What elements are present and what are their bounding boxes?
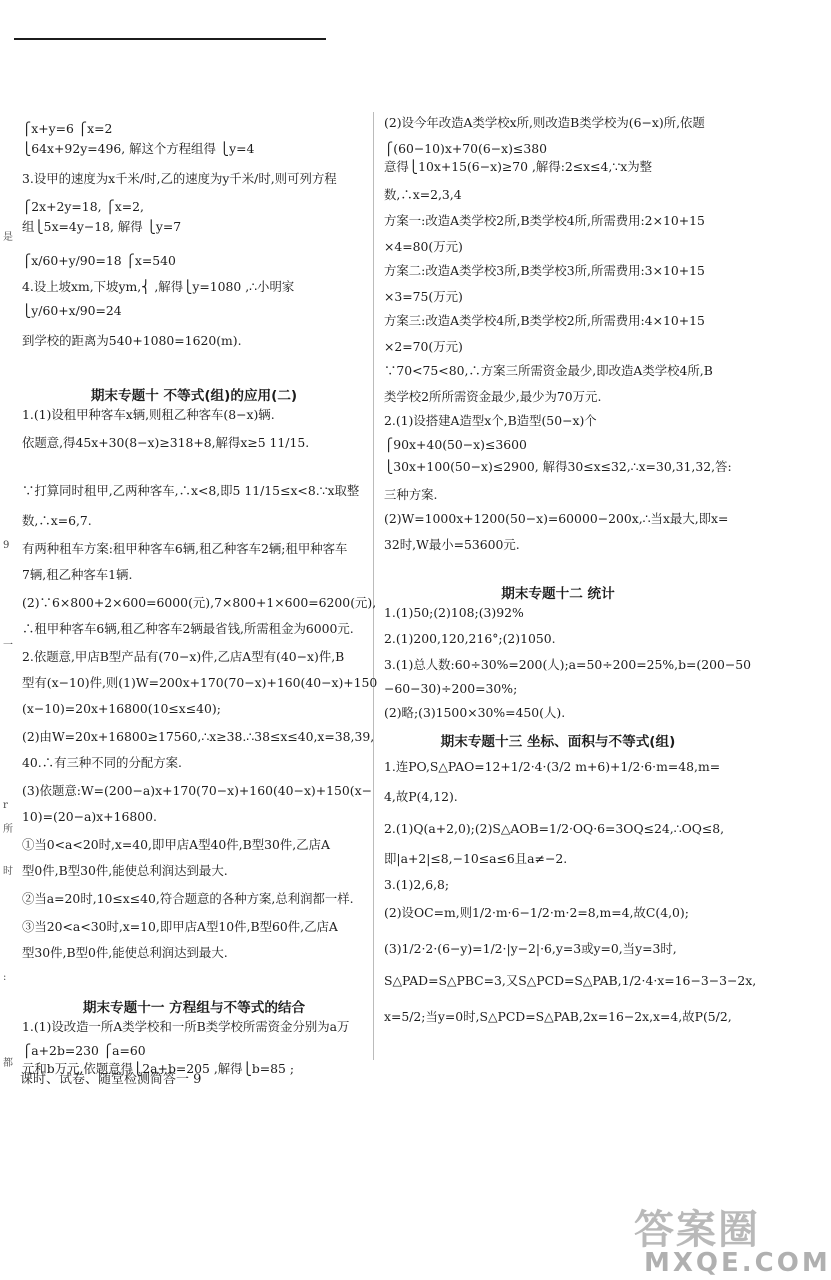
margin-mark: 都 <box>3 1058 13 1069</box>
text-line: 三种方案. <box>384 487 438 502</box>
text-line: (3)1/2·2·(6−y)=1/2·|y−2|·6,y=3或y=0,当y=3时, <box>384 941 677 956</box>
text-line: (2)由W=20x+16800≥17560,∴x≥38.∴38≤x≤40,x=38,39, <box>22 729 375 744</box>
text-line: ×3=75(万元) <box>384 289 463 304</box>
text-line: ∴租甲种客车6辆,租乙种客车2辆最省钱,所需租金为6000元. <box>22 621 354 636</box>
text-line: 4.设上坡xm,下坡ym,⎨ ,解得⎩y=1080 ,∴小明家 <box>22 279 295 294</box>
text-line: (2)设今年改造A类学校x所,则改造B类学校为(6−x)所,依题 <box>384 115 705 130</box>
margin-mark: 所 <box>3 824 13 835</box>
section-heading: 期末专题十三 坐标、面积与不等式(组) <box>440 734 676 750</box>
text-line: 型0件,B型30件,能使总利润达到最大. <box>22 863 228 878</box>
text-line: ⎩64x+92y=496, 解这个方程组得 ⎩y=4 <box>22 141 255 156</box>
text-line: 1.(1)50;(2)108;(3)92% <box>384 605 524 620</box>
text-line: ⎧2x+2y=18, ⎧x=2, <box>22 199 144 214</box>
text-line: 意得⎩10x+15(6−x)≥70 ,解得:2≤x≤4,∵x为整 <box>384 159 652 174</box>
text-line: 2.(1)200,120,216°;(2)1050. <box>384 631 556 646</box>
text-line: (2)略;(3)1500×30%=450(人). <box>384 705 566 720</box>
text-line: 3.(1)总人数:60÷30%=200(人);a=50÷200=25%,b=(200−50 <box>384 657 752 672</box>
section-heading: 期末专题十一 方程组与不等式的结合 <box>82 1000 306 1016</box>
text-line: (2)设OC=m,则1/2·m·6−1/2·m·2=8,m=4,故C(4,0); <box>384 905 689 920</box>
text-line: 40.∴有三种不同的分配方案. <box>22 755 182 770</box>
text-line: 10)=(20−a)x+16800. <box>22 809 157 824</box>
text-line: ⎧a+2b=230 ⎧a=60 <box>22 1043 146 1058</box>
text-line: 方案二:改造A类学校3所,B类学校3所,所需费用:3×10+15 <box>384 263 705 278</box>
text-line: 方案一:改造A类学校2所,B类学校4所,所需费用:2×10+15 <box>384 213 705 228</box>
margin-mark: 一 <box>3 640 13 651</box>
column-separator <box>373 112 374 1060</box>
text-line: 类学校2所所需资金最少,最少为70万元. <box>384 389 602 404</box>
text-line: 2.依题意,甲店B型产品有(70−x)件,乙店A型有(40−x)件,B <box>22 649 345 664</box>
text-line: ⎧x+y=6 ⎧x=2 <box>22 121 113 136</box>
text-line: 4,故P(4,12). <box>384 789 458 804</box>
watermark-top-text: 答案圈 <box>634 1207 760 1253</box>
text-line: 型30件,B型0件,能使总利润达到最大. <box>22 945 228 960</box>
margin-mark: 时 <box>3 866 13 877</box>
text-line: 依题意,得45x+30(8−x)≥318+8,解得x≥5 11/15. <box>22 435 310 450</box>
text-line: 7辆,租乙种客车1辆. <box>22 567 133 582</box>
text-line: S△PAD=S△PBC=3,又S△PCD=S△PAB,1/2·4·x=16−3−3−2x, <box>384 973 757 988</box>
text-line: 组⎩5x=4y−18, 解得 ⎩y=7 <box>22 219 182 234</box>
margin-mark: : <box>3 972 7 983</box>
text-line: 1.(1)设租甲种客车x辆,则租乙种客车(8−x)辆. <box>22 407 275 422</box>
text-line: ⎧x/60+y/90=18 ⎧x=540 <box>22 253 176 268</box>
text-line: (2)W=1000x+1200(50−x)=60000−200x,∴当x最大,即x= <box>384 511 729 526</box>
text-line: ⎧(60−10)x+70(6−x)≤380 <box>384 141 547 156</box>
text-line: ③当20<a<30时,x=10,即甲店A型10件,B型60件,乙店A <box>22 919 338 934</box>
text-line: ∵70<75<80,∴方案三所需资金最少,即改造A类学校4所,B <box>384 363 713 378</box>
text-line: 3.设甲的速度为x千米/时,乙的速度为y千米/时,则可列方程 <box>22 171 337 186</box>
margin-mark: 是 <box>3 232 13 243</box>
text-line: 1.连PO,S△PAO=12+1/2·4·(3/2 m+6)+1/2·6·m=48,m= <box>384 759 721 774</box>
text-line: ⎩30x+100(50−x)≤2900, 解得30≤x≤32,∴x=30,31,32,答: <box>384 459 732 474</box>
text-line: 有两种租车方案:租甲种客车6辆,租乙种客车2辆;租甲种客车 <box>22 541 348 556</box>
watermark-logo <box>630 1196 831 1280</box>
text-line: 方案三:改造A类学校4所,B类学校2所,所需费用:4×10+15 <box>384 313 705 328</box>
text-line: (x−10)=20x+16800(10≤x≤40); <box>22 701 221 716</box>
watermark-bottom-text: MXQE.COM <box>644 1248 831 1278</box>
text-line: 元和b万元,依题意得⎩2a+b=205 ,解得⎩b=85 ; <box>22 1061 295 1076</box>
section-heading: 期末专题十二 统计 <box>501 586 615 602</box>
text-line: 1.(1)设改造一所A类学校和一所B类学校所需资金分别为a万 <box>22 1019 350 1034</box>
text-line: (2)∵6×800+2×600=6000(元),7×800+1×600=6200(元), <box>22 595 377 610</box>
text-line: 到学校的距离为540+1080=1620(m). <box>22 333 242 348</box>
text-line: 3.(1)2,6,8; <box>384 877 450 892</box>
text-line: ×2=70(万元) <box>384 339 463 354</box>
text-line: 数,∴x=6,7. <box>22 513 92 528</box>
page-footer: 课时、试卷、随堂检测简答一 9 <box>20 1072 202 1087</box>
margin-mark: 9 <box>3 540 10 551</box>
text-line: 即|a+2|≤8,−10≤a≤6且a≠−2. <box>384 851 568 866</box>
text-line: ①当0<a<20时,x=40,即甲店A型40件,B型30件,乙店A <box>22 837 330 852</box>
text-line: ∵打算同时租甲,乙两种客车,∴x<8,即5 11/15≤x<8.∵x取整 <box>22 483 360 498</box>
text-line: x=5/2;当y=0时,S△PCD=S△PAB,2x=16−2x,x=4,故P(5/2, <box>384 1009 732 1024</box>
text-line: 2.(1)设搭建A造型x个,B造型(50−x)个 <box>384 413 597 428</box>
text-line: ⎧90x+40(50−x)≤3600 <box>384 437 527 452</box>
top-rule <box>14 38 326 40</box>
text-line: ②当a=20时,10≤x≤40,符合题意的各种方案,总利润都一样. <box>22 891 354 906</box>
text-line: 32时,W最小=53600元. <box>384 537 520 552</box>
text-line: (3)依题意:W=(200−a)x+170(70−x)+160(40−x)+150(x− <box>22 783 372 798</box>
text-line: ⎩y/60+x/90=24 <box>22 303 122 318</box>
text-line: 2.(1)Q(a+2,0);(2)S△AOB=1/2·OQ·6=3OQ≤24,∴OQ≤8, <box>384 821 725 836</box>
text-line: 数,∴x=2,3,4 <box>384 187 462 202</box>
text-line: 型有(x−10)件,则(1)W=200x+170(70−x)+160(40−x)+150 <box>22 675 378 690</box>
section-heading: 期末专题十 不等式(组)的应用(二) <box>90 388 298 404</box>
margin-mark: r <box>3 800 8 811</box>
text-line: ×4=80(万元) <box>384 239 463 254</box>
text-line: −60−30)÷200=30%; <box>384 681 518 696</box>
